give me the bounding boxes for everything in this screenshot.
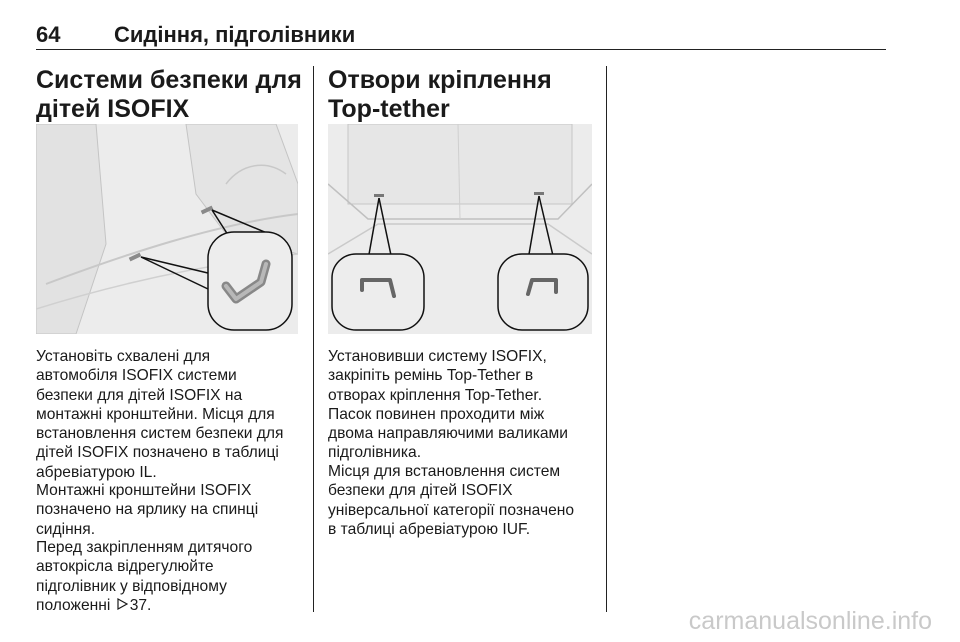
watermark: carmanualsonline.info: [688, 607, 932, 635]
text-line: Пасок повинен проходити між: [328, 405, 545, 423]
text-line: дітей ISOFIX позначено в таблиці: [36, 444, 279, 462]
text-line: автомобіля ISOFIX системи: [36, 367, 237, 385]
paragraph: [328, 462, 574, 539]
running-title: Сидіння, підголівники: [114, 22, 356, 47]
header-rule: [36, 49, 886, 50]
text-line: монтажні кронштейни. Місця для: [36, 405, 275, 423]
title-line: дітей ISOFIX: [36, 95, 190, 123]
text-line: позначено на ярлику на спинці: [36, 501, 259, 519]
title-line: Top-tether: [328, 95, 450, 123]
text-line: Установіть схвалені для: [36, 348, 211, 365]
paragraph: [328, 347, 568, 463]
text-line: Місця для встановлення систем: [328, 463, 561, 480]
page-number: 64: [36, 22, 61, 47]
text-line: встановлення систем безпеки для: [36, 425, 284, 443]
top-tether-eyelet-icon: [332, 254, 424, 330]
text-line: безпеки для дітей ISOFIX: [328, 482, 513, 500]
top-tether-eyelet-icon: [498, 254, 588, 330]
text-line: підголівника.: [328, 444, 422, 462]
text-line: абревіатурою IL.: [36, 463, 157, 481]
page-reference-link[interactable]: 37.: [129, 596, 152, 614]
isofix-section-title: [36, 66, 302, 124]
paragraph: [36, 481, 258, 539]
text-line: Монтажні кронштейни ISOFIX: [36, 482, 252, 499]
text-line: отворах кріплення Top-Tether.: [328, 386, 543, 404]
title-line: Системи безпеки для: [36, 66, 302, 94]
column-divider: [313, 66, 314, 612]
text-line: автокрісла відрегулюйте: [36, 558, 214, 576]
text-line: універсальної категорії позначено: [328, 501, 575, 519]
text-line: сидіння.: [36, 520, 96, 538]
paragraph: [36, 347, 283, 482]
text-line: двома направляючими валиками: [328, 425, 568, 443]
column-divider: [606, 66, 607, 612]
text-line: закріпіть ремінь Top-Tether в: [328, 367, 534, 385]
triangle-reference-icon: [117, 596, 128, 615]
text-line: підголівник у відповідному: [36, 577, 227, 595]
text-line: Перед закріпленням дитячого: [36, 539, 253, 556]
text-line: Установивши систему ISOFIX,: [328, 348, 547, 365]
toptether-illustration: [328, 124, 592, 334]
title-line: Отвори кріплення: [328, 66, 552, 94]
isofix-bracket-icon: [208, 232, 292, 330]
text-line: безпеки для дітей ISOFIX на: [36, 386, 243, 404]
paragraph: [36, 538, 252, 615]
text-line: положенні: [36, 596, 111, 614]
toptether-section-title: [328, 66, 552, 124]
isofix-illustration: [36, 124, 298, 334]
text-line: в таблиці абревіатурою IUF.: [328, 520, 531, 538]
